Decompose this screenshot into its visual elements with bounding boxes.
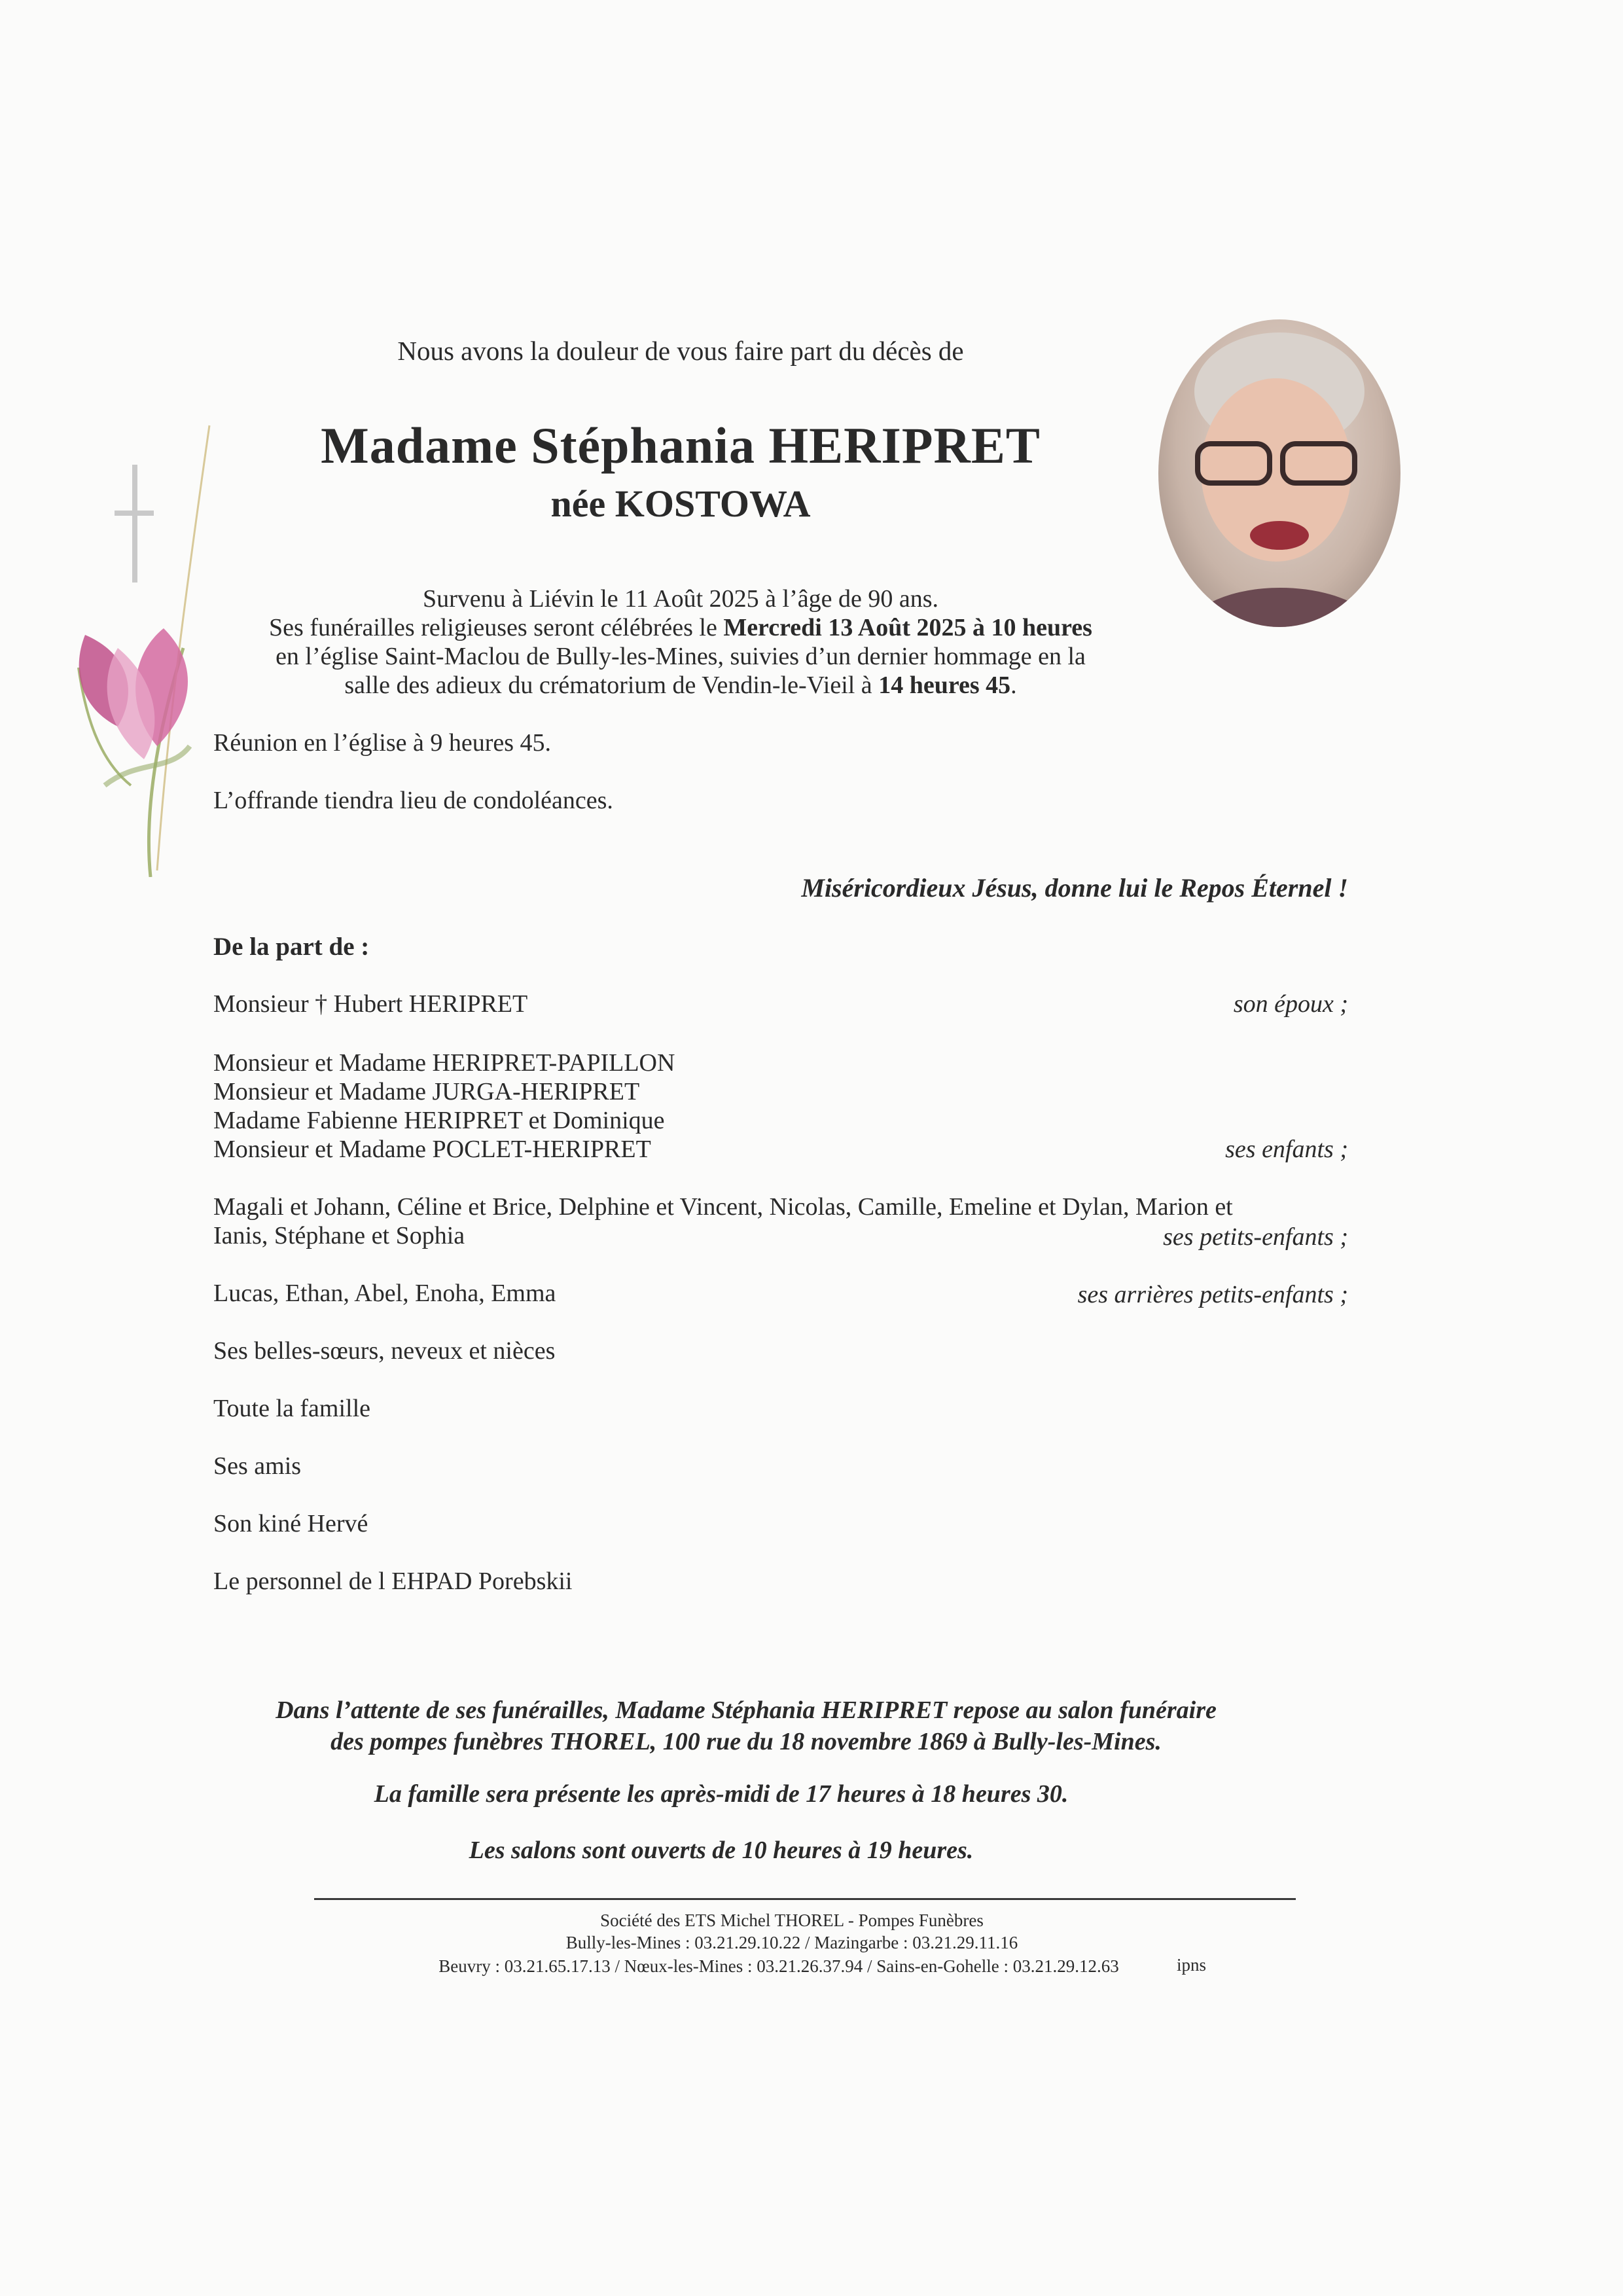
funeral-home-line: Dans l’attente de ses funérailles, Madame Stéphania HERIPRET repose au salon funéraire [276, 1696, 1217, 1724]
footer-divider [314, 1898, 1296, 1900]
details-line: Survenu à Liévin le 11 Août 2025 à l’âge de 90 ans. [423, 585, 938, 613]
spouse-name: Monsieur † Hubert HERIPRET [213, 990, 528, 1018]
child-line: Monsieur et Madame POCLET-HERIPRET [213, 1136, 651, 1163]
footer-tag: ipns [1177, 1955, 1207, 1975]
funeral-details [196, 584, 1165, 700]
details-line [196, 671, 1165, 700]
children-relation: ses enfants ; [1225, 1136, 1348, 1163]
great-grandchildren-names: Lucas, Ethan, Abel, Enoha, Emma [213, 1280, 556, 1307]
details-text: Ses funérailles religieuses seront célébrées le [269, 614, 724, 641]
funeral-home-notice [0, 1695, 1558, 1757]
details-line [196, 613, 1165, 642]
child-line: Monsieur et Madame HERIPRET-PAPILLON [213, 1049, 675, 1077]
footer-company: Société des ETS Michel THOREL - Pompes Funèbres [600, 1910, 984, 1930]
grandchildren-line: Ianis, Stéphane et Sophia [213, 1222, 465, 1249]
intro-text: Nous avons la douleur de vous faire part du décès de [397, 336, 964, 366]
footer-phones-2: Beuvry : 03.21.65.17.13 / Nœux-les-Mines : 03.21.26.37.94 / Sains-en-Gohelle : 03.21.29.12.63 [438, 1956, 1119, 1976]
opening-hours: Les salons sont ouverts de 10 heures à 19 heures. [469, 1837, 974, 1864]
other-family-line: Ses belles-sœurs, neveux et nièces [213, 1337, 556, 1365]
other-family-line: Ses amis [213, 1452, 302, 1480]
from-label: De la part de : [213, 933, 370, 961]
child-line: Madame Fabienne HERIPRET et Dominique [213, 1107, 665, 1134]
other-family-line: Son kiné Hervé [213, 1510, 368, 1537]
other-family-line: Toute la famille [213, 1395, 371, 1422]
flower-petals [79, 628, 188, 759]
offrande-text: L’offrande tiendra lieu de condoléances. [213, 787, 613, 814]
details-text: salle des adieux du crématorium de Vendin-le-Vieil à [344, 672, 879, 699]
ceremony-date: Mercredi 13 Août 2025 à 10 heures [723, 614, 1092, 641]
crematorium-time: 14 heures 45 [878, 672, 1011, 699]
deceased-name: Madame Stéphania HERIPRET [321, 417, 1041, 474]
funeral-home-line: des pompes funèbres THOREL, 100 rue du 18 novembre 1869 à Bully-les-Mines. [330, 1728, 1162, 1755]
spouse-relation: son époux ; [1233, 990, 1348, 1018]
other-family-line: Le personnel de l EHPAD Porebskii [213, 1568, 573, 1595]
child-line: Monsieur et Madame JURGA-HERIPRET [213, 1078, 640, 1105]
grandchildren-line: Magali et Johann, Céline et Brice, Delphine et Vincent, Nicolas, Camille, Emeline et Dylan, Marion et [213, 1193, 1233, 1221]
family-presence: La famille sera présente les après-midi de 17 heures à 18 heures 30. [374, 1780, 1069, 1808]
footer-phones-1: Bully-les-Mines : 03.21.29.10.22 / Mazingarbe : 03.21.29.11.16 [565, 1933, 1018, 1952]
reunion-text: Réunion en l’église à 9 heures 45. [213, 729, 552, 757]
maiden-name: née KOSTOWA [550, 482, 811, 525]
prayer-text: Miséricordieux Jésus, donne lui le Repos Éternel ! [801, 873, 1348, 903]
grandchildren-relation: ses petits-enfants ; [1163, 1223, 1348, 1251]
children-list [213, 1049, 675, 1164]
details-line: en l’église Saint-Maclou de Bully-les-Mines, suivies d’un dernier hommage en la [276, 643, 1086, 670]
great-grandchildren-relation: ses arrières petits-enfants ; [1077, 1281, 1348, 1308]
details-text: . [1010, 672, 1017, 699]
